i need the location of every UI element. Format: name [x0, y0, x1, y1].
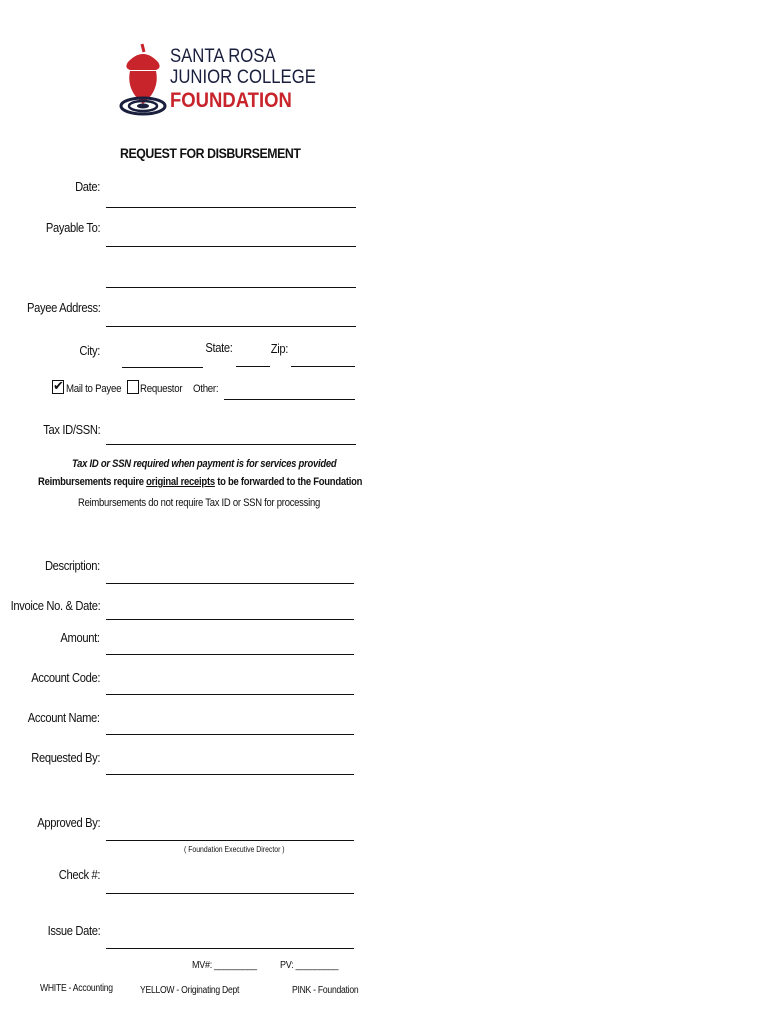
- tax-id-label: Tax ID/SSN:: [42, 422, 100, 437]
- footer-white-copy: WHITE - Accounting: [40, 983, 113, 994]
- mail-to-payee-checkbox[interactable]: [52, 380, 64, 394]
- approved-by-label: Approved By:: [37, 815, 100, 830]
- zip-field[interactable]: [291, 366, 355, 367]
- logo-line-foundation: FOUNDATION: [170, 89, 292, 112]
- state-label: State:: [205, 340, 233, 355]
- zip-label: Zip:: [270, 341, 288, 356]
- city-label: City:: [79, 343, 100, 358]
- requestor-label: Requestor: [140, 383, 183, 395]
- receipts-note-pre: Reimbursements require: [38, 476, 147, 488]
- account-code-field[interactable]: [106, 694, 354, 695]
- check-number-label: Check #:: [58, 867, 100, 882]
- check-number-field[interactable]: [106, 893, 354, 894]
- amount-label: Amount:: [60, 630, 100, 645]
- payable-to-field[interactable]: [106, 246, 356, 247]
- other-field[interactable]: [224, 399, 355, 400]
- tax-id-field[interactable]: [106, 444, 356, 445]
- pv-number: PV: _________: [280, 960, 339, 971]
- approved-by-field[interactable]: [106, 840, 354, 841]
- approved-by-caption: ( Foundation Executive Director ): [184, 845, 285, 854]
- logo-line-santa-rosa: SANTA ROSA: [170, 46, 276, 67]
- no-tax-id-note: Reimbursements do not require Tax ID or SSN for processing: [78, 497, 320, 509]
- other-label: Other:: [193, 383, 219, 395]
- requested-by-label: Requested By:: [31, 750, 100, 765]
- state-field[interactable]: [236, 366, 270, 367]
- original-receipts-text: original receipts: [146, 476, 215, 488]
- payable-to-field-line-2[interactable]: [106, 287, 356, 288]
- date-field[interactable]: [106, 207, 356, 208]
- amount-field[interactable]: [106, 654, 354, 655]
- mail-to-payee-label: Mail to Payee: [66, 383, 122, 395]
- acorn-logo-icon: [118, 40, 168, 120]
- footer-yellow-copy: YELLOW - Originating Dept: [140, 985, 240, 996]
- receipts-note: [38, 476, 362, 488]
- requestor-checkbox[interactable]: [127, 380, 139, 394]
- account-code-label: Account Code:: [31, 670, 100, 685]
- foundation-logo: [118, 40, 316, 120]
- description-label: Description:: [45, 558, 100, 573]
- date-label: Date:: [74, 179, 100, 194]
- payee-address-label: Payee Address:: [26, 300, 100, 315]
- city-field[interactable]: [122, 367, 203, 368]
- invoice-label: Invoice No. & Date:: [10, 598, 100, 613]
- payee-address-field[interactable]: [106, 326, 356, 327]
- description-field[interactable]: [106, 583, 354, 584]
- receipts-note-post: to be forwarded to the Foundation: [214, 476, 363, 488]
- form-title: REQUEST FOR DISBURSEMENT: [120, 145, 301, 161]
- logo-line-junior-college: JUNIOR COLLEGE: [170, 67, 316, 88]
- tax-id-note: Tax ID or SSN required when payment is for services provided: [72, 458, 337, 470]
- invoice-field[interactable]: [106, 619, 354, 620]
- footer-pink-copy: PINK - Foundation: [292, 985, 359, 996]
- payable-to-label: Payable To:: [45, 220, 100, 235]
- issue-date-label: Issue Date:: [47, 923, 100, 938]
- requested-by-field[interactable]: [106, 774, 354, 775]
- account-name-label: Account Name:: [28, 710, 100, 725]
- account-name-field[interactable]: [106, 734, 354, 735]
- issue-date-field[interactable]: [106, 948, 354, 949]
- checkmark-icon: ✔: [53, 378, 64, 393]
- mv-number: MV#: _________: [192, 960, 257, 971]
